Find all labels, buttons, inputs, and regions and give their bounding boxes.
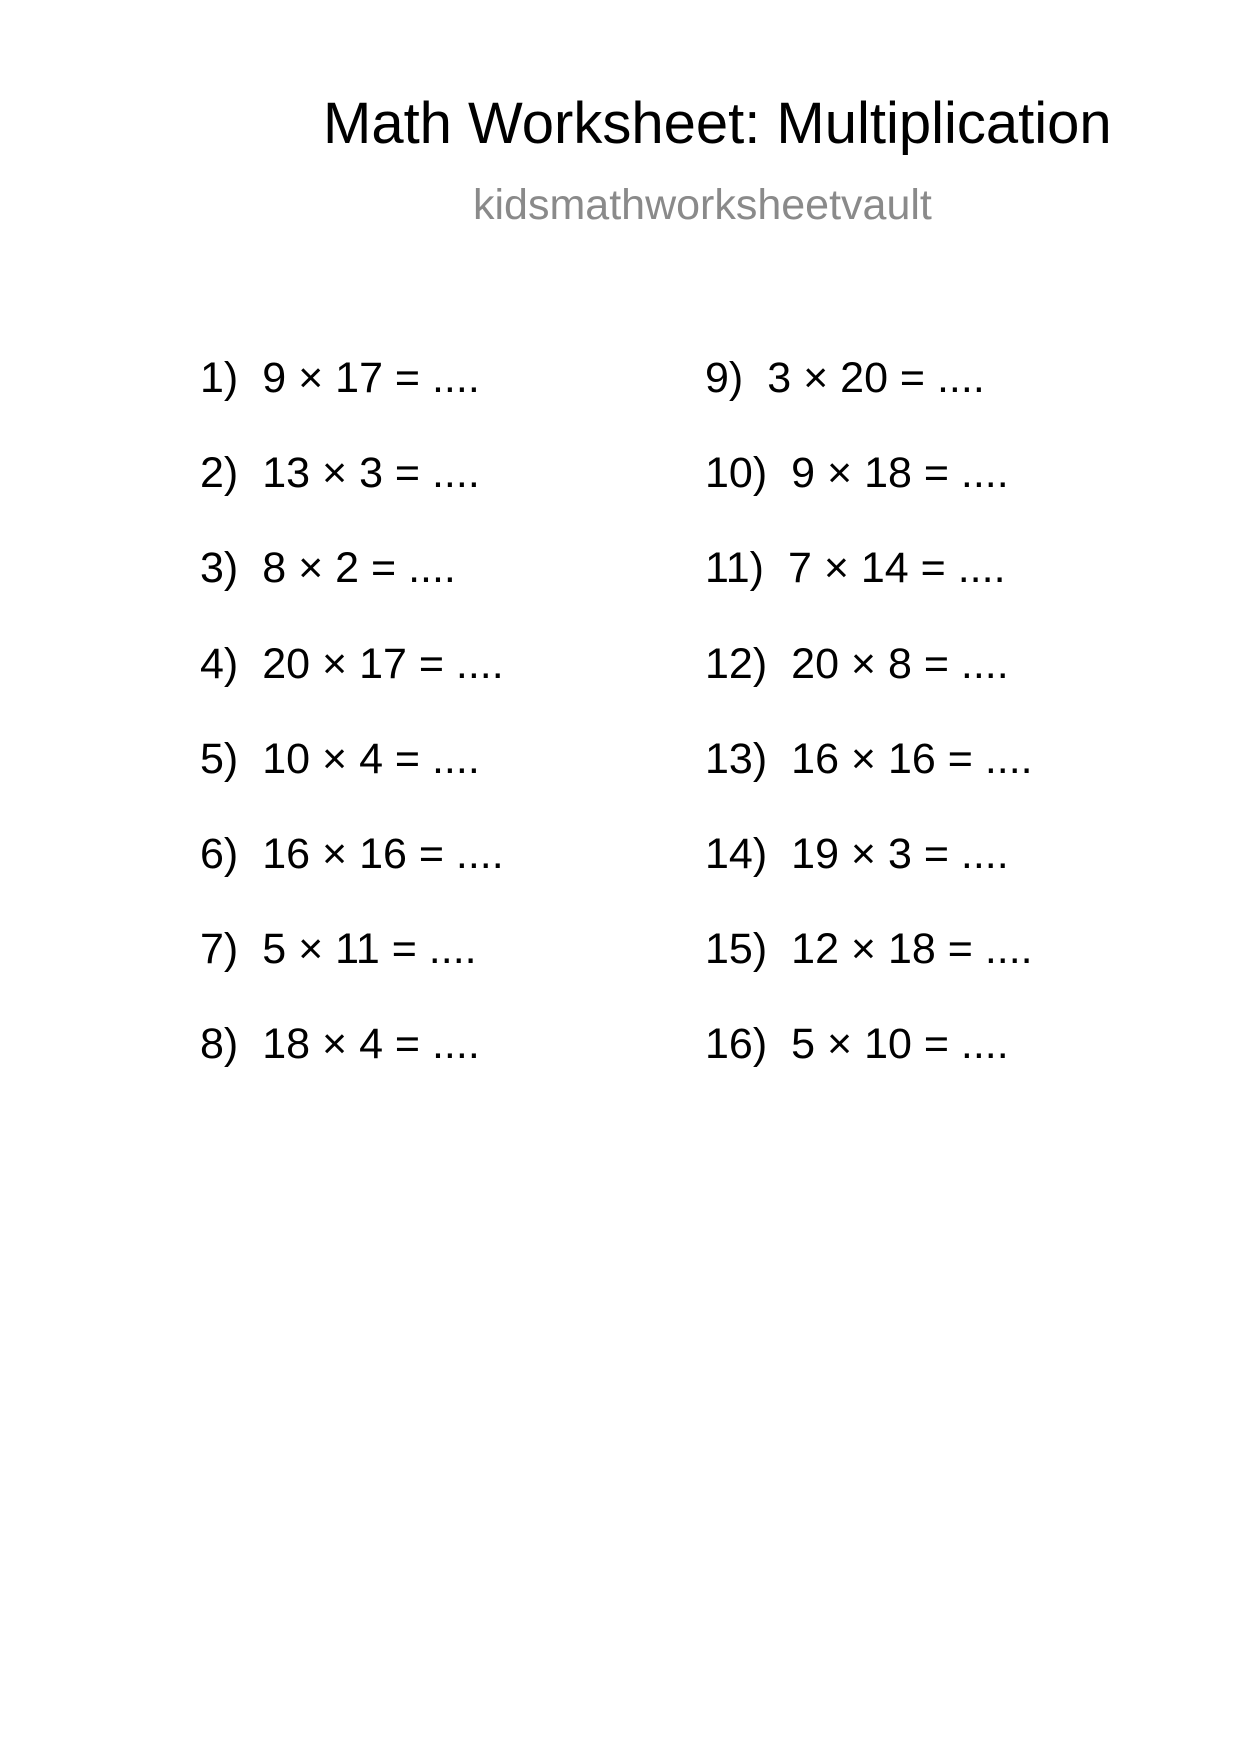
problem-number: 5) — [200, 734, 239, 783]
problem-column-left — [200, 353, 504, 1115]
problem-item — [200, 353, 504, 448]
problem-expression: 16 × 16 = .... — [791, 734, 1033, 783]
problem-number: 16) — [705, 1020, 768, 1069]
problem-item — [200, 639, 504, 734]
problem-item — [200, 829, 504, 924]
problem-expression: 8 × 2 = .... — [262, 544, 456, 593]
problem-expression: 9 × 18 = .... — [791, 449, 1009, 498]
problem-number: 13) — [705, 734, 768, 783]
problem-item — [200, 924, 504, 1019]
problem-number: 14) — [705, 829, 768, 878]
problem-expression: 19 × 3 = .... — [791, 829, 1009, 878]
problem-number: 12) — [705, 639, 768, 688]
problem-column-right — [705, 353, 1033, 1115]
problem-item — [200, 734, 504, 829]
problem-number: 10) — [705, 449, 768, 498]
problem-number: 8) — [200, 1020, 239, 1069]
problem-item — [200, 1019, 504, 1114]
problem-number: 3) — [200, 544, 239, 593]
problem-item — [705, 1019, 1033, 1114]
problem-number: 6) — [200, 829, 239, 878]
problem-number: 1) — [200, 354, 239, 402]
problem-item — [705, 639, 1033, 734]
problem-number: 11) — [705, 544, 764, 593]
problem-expression: 20 × 8 = .... — [791, 639, 1009, 688]
problem-item — [705, 543, 1033, 638]
problem-expression: 18 × 4 = .... — [262, 1020, 480, 1069]
problem-item — [705, 924, 1033, 1019]
problem-item — [200, 448, 504, 543]
problem-list — [200, 353, 1100, 1113]
problem-item — [705, 353, 1033, 448]
problem-expression: 7 × 14 = .... — [787, 544, 1006, 593]
problem-expression: 5 × 10 = .... — [791, 1020, 1009, 1069]
worksheet-source: kidsmathworksheetvault — [473, 181, 932, 229]
problem-item — [705, 829, 1033, 924]
problem-expression: 16 × 16 = .... — [262, 829, 504, 878]
problem-expression: 9 × 17 = .... — [262, 354, 480, 402]
problem-item — [705, 448, 1033, 543]
problem-number: 15) — [705, 925, 768, 974]
problem-expression: 10 × 4 = .... — [262, 734, 480, 783]
problem-number: 4) — [200, 639, 239, 688]
problem-item — [705, 734, 1033, 829]
problem-expression: 13 × 3 = .... — [262, 449, 480, 498]
problem-expression: 12 × 18 = .... — [791, 925, 1033, 974]
worksheet-title: Math Worksheet: Multiplication — [323, 91, 1112, 156]
problem-number: 2) — [200, 449, 239, 498]
problem-expression: 3 × 20 = .... — [767, 354, 985, 402]
problem-number: 9) — [705, 354, 744, 402]
problem-number: 7) — [200, 925, 239, 974]
problem-item — [200, 543, 504, 638]
problem-expression: 20 × 17 = .... — [262, 639, 504, 688]
problem-expression: 5 × 11 = .... — [262, 925, 477, 974]
